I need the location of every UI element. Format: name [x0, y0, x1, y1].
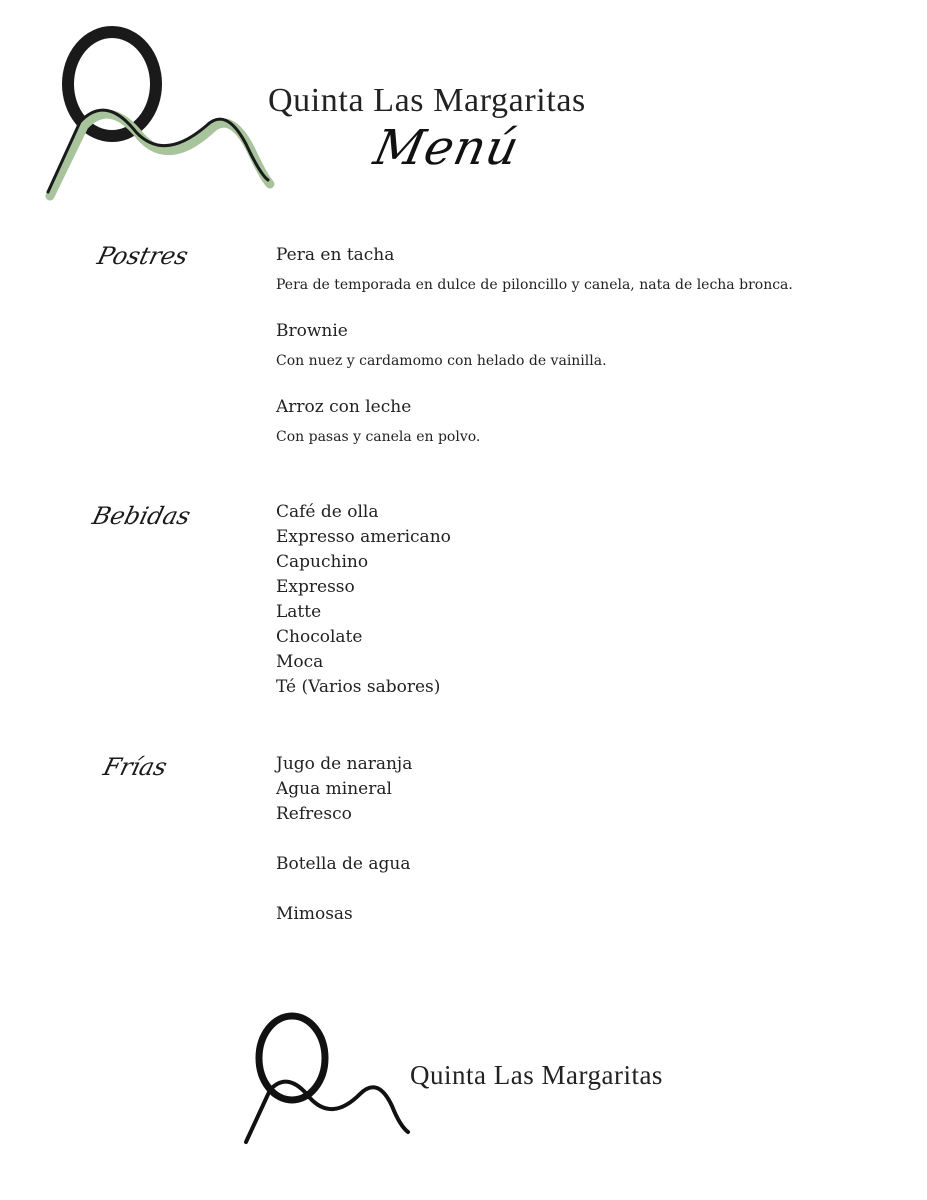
section-label-postres: Postres	[94, 242, 192, 270]
section-label-frias: Frías	[100, 753, 170, 781]
brand-title: Quinta Las Margaritas	[268, 82, 586, 119]
drink-item: Botella de agua	[276, 854, 411, 874]
dish-item	[276, 244, 876, 295]
drink-item: Refresco	[276, 804, 352, 824]
dish-name: Pera en tacha	[276, 245, 395, 265]
menu-title: Menú	[369, 120, 525, 176]
dish-description: Pera de temporada en dulce de piloncillo y canela, nata de lecha bronca.	[276, 277, 793, 293]
dish-item	[276, 320, 876, 371]
dish-description: Con pasas y canela en polvo.	[276, 429, 481, 445]
drink-item: Jugo de naranja	[276, 754, 413, 774]
frias-list	[276, 752, 876, 927]
drink-item: Moca	[276, 652, 324, 672]
drink-item: Expresso	[276, 577, 355, 597]
drink-item: Café de olla	[276, 502, 379, 522]
dish-name: Brownie	[276, 321, 348, 341]
footer-brand: Quinta Las Margaritas	[410, 1060, 663, 1090]
dish-name: Arroz con leche	[276, 397, 412, 417]
section-label-bebidas: Bebidas	[89, 502, 194, 530]
drink-item: Capuchino	[276, 552, 369, 572]
drink-item: Mimosas	[276, 904, 353, 924]
dish-item	[276, 396, 876, 447]
drink-item: Expresso americano	[276, 527, 451, 547]
drink-item: Latte	[276, 602, 322, 622]
drink-item: Chocolate	[276, 627, 363, 647]
drink-item: Té (Varios sabores)	[276, 677, 441, 697]
drink-item: Agua mineral	[276, 779, 392, 799]
quinta-logo-bottom	[240, 1010, 415, 1150]
dish-description: Con nuez y cardamomo con helado de vainilla.	[276, 353, 607, 369]
quinta-logo-top	[40, 18, 280, 208]
postres-list	[276, 244, 876, 447]
bebidas-list	[276, 500, 876, 700]
